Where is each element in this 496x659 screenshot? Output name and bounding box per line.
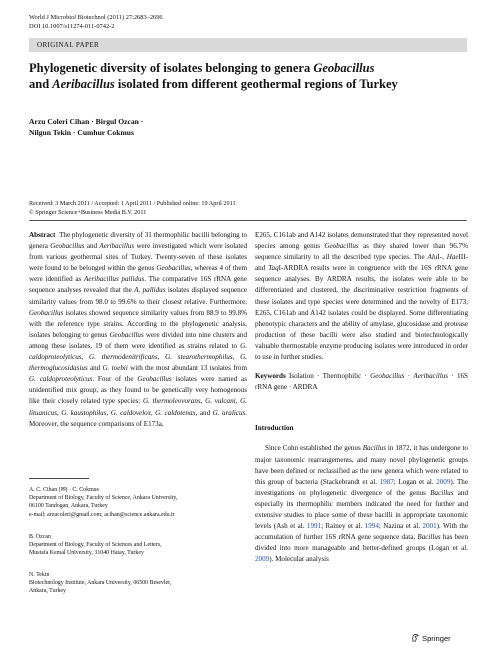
italic-term: Bacillus: [417, 533, 441, 542]
keywords-label: Keywords: [255, 372, 286, 381]
italic-term: G. caldoproteolyticus: [29, 375, 93, 384]
affiliation-line: Department of Biology, Faculty of Sciences and Letters,: [29, 542, 162, 549]
affiliation-line: e-mail: arzucoleri@gmail.com; acihan@science.ankara.edu.tr: [29, 511, 175, 518]
abstract-right: E265, C161ab and A142 isolates demonstrated that they represented novel species among genus Geobacillus as they shared lower than 96.7% sequence similarity to all the described type species. The AluI-, HaeIII- and TaqI-ARDRA results were in congruence with the 16S rRNA gene sequence analyses. By ARDRA results, the isolates were able to be differentiated and clustered, the discriminative restriction fragments of these isolates and type species were determined and the novelty of E173, E265, C161ab and A142 isolates could be displayed. Some differentiating phenotypic characters and the ability of amylase, glucosidase and protease production of these bacilli were also studied and biotechnologically valuable thermostable enzyme producing isolates were introduced in order to use in further studies.: [255, 231, 468, 362]
abstract-text-left: The phylogenetic diversity of 31 thermophilic bacilli belonging to genera Geobacillus and Aeribacillus were investigated which were isolated from various geothermal sites of Turkey. Twenty-seven of these isolates were found to be belonged within the genus Geobacillus, whereas 4 of them were identified as Aeribacillus pallidus. The comparative 16S rRNA gene sequence analyses revealed that the A. pallidus isolates displayed sequence similarity values from 98.0 to 99.6% to their closest relative. Furthermore, Geobacillus isolates showed sequence similarity values from 88.9 to 99.8% with the reference type strains. According to the phylogenetic analysis, isolates belonging to genus Geobacillus were divided into nine clusters and among these isolates, 19 of them were identified as strains related to G. caldoproteolyticus, G. thermodenitrificans, G. stearothermophilus, G. thermoglucosidasius and G. toebii with the most abundant 13 isolates from G. caldoproteolyticus. Four of the Geobacillus isolates were named as unidentified mix group, as they found to be genetically very homogenous like their closely related type species: G. thermoleovorans, G. vulcani, G. lituanicus, G. kaustophilus, G. caldovelox, G. caldotenax, and G. uralicus. Moreover, the sequence comparisons of E173a,: [29, 231, 248, 428]
italic-term: Geobacillus: [324, 242, 359, 251]
italic-term: G. vulcani: [205, 397, 236, 406]
affiliation-1: [29, 486, 249, 519]
italic-term: G. caldotenax: [155, 408, 196, 417]
introduction-heading: Introduction: [255, 424, 294, 433]
citation-link[interactable]: 2001: [422, 522, 437, 531]
affiliation-line: 06100 Tandogan, Ankara, Turkey: [29, 503, 108, 510]
journal-citation: [29, 14, 163, 31]
italic-term: G. toebii: [102, 364, 128, 373]
italic-term: G. thermoglucosidasius: [29, 353, 247, 373]
footnote-divider: [29, 478, 89, 479]
italic-term: G. thermoleovorans: [142, 397, 201, 406]
title-part1: Phylogenetic diversity of isolates belonging to genera: [29, 61, 314, 75]
abstract-label: Abstract: [29, 231, 56, 239]
italic-term: Alu: [427, 253, 438, 262]
italic-term: Taq: [268, 264, 279, 273]
authors-line-2: Nilgun Tekin · Cumhur Cokmus: [29, 128, 134, 137]
header-divider: [29, 220, 467, 221]
article-type-banner: [29, 38, 467, 52]
title-and: and: [29, 77, 53, 91]
affiliation-line: N. Tekin: [29, 572, 50, 578]
affiliation-line: Ankara, Turkey: [29, 588, 66, 595]
citation-link[interactable]: 2009: [255, 555, 270, 564]
italic-term: A. pallidus: [134, 286, 166, 295]
publication-dates: [29, 200, 469, 217]
italic-term: Geobacillus: [109, 330, 144, 339]
italic-term: Geobacillus: [156, 264, 191, 273]
italic-term: G. kaustophilus: [61, 408, 107, 417]
springer-horse-icon: [411, 633, 420, 642]
affiliation-line: A. C. Cihan (✉) · C. Cokmus: [29, 487, 99, 493]
italic-term: G. stearothermophilus: [165, 353, 233, 362]
affiliation-line: Mustafa Kemal University, 31040 Hatay, Turkey: [29, 550, 144, 557]
italic-term: Aeribacillus: [413, 372, 449, 381]
publisher-logo: [411, 633, 451, 643]
italic-term: Aeribacillus: [99, 242, 135, 251]
italic-term: Aeribacillus pallidus: [84, 275, 145, 284]
introduction-text: Since Cohn established the genus Bacillus in 1872, it has undergone to major taxonomic rearrangements, and many novel phylogenetic groups have been defined or reclassified as the new genera which were related to this group of bacteria (Stackebrandt et al. 1987; Logan et al. 2009). The investigations on phylogenetic divergence of the genus Bacillus and especially its thermophilic members indicated the need for further and extensive studies to place some of these bacilli in appropriate taxonomic levels (Ash et al. 1991; Rainey et al. 1994; Nazina et al. 2001). With the accumulation of further 16S rRNA gene sequence data, Bacillus has been divided into more manageable and better-defined groups (Logan et al. 2009). Molecular analysis: [255, 444, 469, 564]
copyright-notice: © Springer Science+Business Media B.V. 2011: [29, 208, 147, 216]
authors-line-1: Arzu Coleri Cihan · Birgul Ozcan ·: [29, 117, 144, 126]
affiliation-line: Biotechnology Institute, Ankara University, 06500 Besevler,: [29, 580, 172, 587]
citation-link[interactable]: 1987: [379, 477, 394, 486]
italic-term: Bacillus: [430, 488, 454, 497]
title-part2: isolated from different geothermal regions of Turkey: [114, 77, 398, 91]
affiliation-line: Department of Biology, Faculty of Science, Ankara University,: [29, 495, 178, 502]
received-accepted-dates: Received: 3 March 2011 / Accepted: 1 April 2011 / Published online: 19 April 2011: [29, 200, 236, 207]
italic-term: Geobacillus: [29, 308, 64, 317]
italic-term: G. thermodenitrificans: [89, 353, 158, 362]
keywords: [255, 371, 468, 393]
italic-term: Geobacillus: [137, 375, 172, 384]
title-genus-aeribacillus: Aeribacillus: [52, 77, 115, 91]
italic-term: Geobacillus: [50, 242, 85, 251]
citation-link[interactable]: 1994: [364, 522, 379, 531]
keywords-text: Isolation · Thermophilic · Geobacillus · Aeribacillus · 16S rRNA gene · ARDRA: [255, 372, 468, 392]
journal-reference: World J Microbiol Biotechnol (2011) 27:2683–2696: [29, 14, 163, 21]
italic-term: G. uralicus: [212, 408, 246, 417]
italic-term: G. lituanicus: [29, 397, 247, 417]
citation-link[interactable]: 1991: [306, 522, 322, 531]
author-list: [29, 116, 469, 138]
paper-title: [29, 60, 469, 92]
abstract-left: [29, 230, 247, 430]
italic-term: Geobacillus: [370, 372, 405, 381]
doi: DOI 10.1007/s11274-011-0742-2: [29, 22, 115, 30]
affiliation-2: [29, 533, 249, 558]
title-genus-geobacillus: Geobacillus: [313, 61, 375, 75]
article-type-label: ORIGINAL PAPER: [37, 41, 100, 49]
affiliation-3: [29, 571, 249, 596]
citation-link[interactable]: 2009: [436, 477, 451, 486]
italic-term: Bacillus: [362, 444, 386, 453]
affiliation-line: B. Ozcan: [29, 534, 51, 540]
left-column: [29, 230, 247, 430]
italic-term: G. caldovelox: [110, 408, 151, 417]
right-column: [255, 230, 468, 565]
italic-term: G. caldoproteolyticus: [29, 341, 247, 362]
publisher-name: Springer: [422, 634, 451, 643]
italic-term: Hae: [446, 253, 459, 262]
